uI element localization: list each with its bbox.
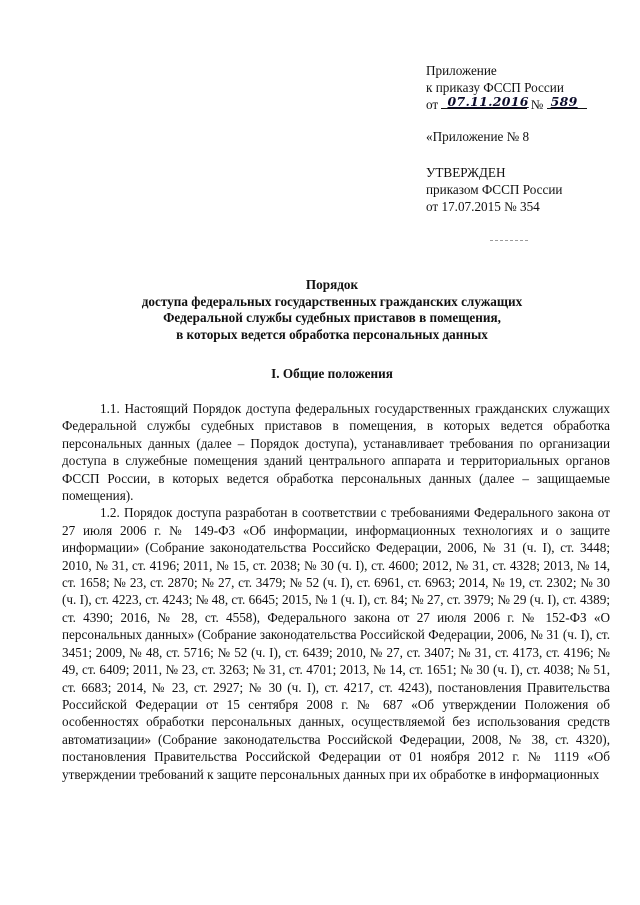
appendix8-label: «Приложение № 8 <box>426 129 530 144</box>
title-line: Порядок <box>305 277 359 292</box>
order-reference: к приказу ФССП России <box>426 80 564 95</box>
title-line: в которых ведется обработка персональных данных <box>176 326 488 342</box>
appendix8-block <box>426 128 529 145</box>
date-prefix: от <box>426 97 439 112</box>
title-line: Федеральной службы судебных приставов в помещения, <box>163 310 501 325</box>
section-heading: I. Общие положения <box>271 366 393 381</box>
handwritten-date: 07.11.2016 <box>447 94 529 109</box>
paragraph-1-2: 1.2. Порядок доступа разработан в соответствии с требованиями Федерального закона от 27 июля 2006 г. № 149-ФЗ «Об информации, информационных технологиях и о защите информации» (Собрание законодательства Российско Федерации, 2006, № 31 (ч. I), ст. 3448; 2010, № 31, ст. 4196; 2011, № 15, ст. 2038; № 30 (ч. I), ст. 4600; 2012, № 31, ст. 4328; 2013, № 14, ст. 1658; № 23, ст. 2870; № 27, ст. 3479; № 52 (ч. I), ст. 6961, ст. 6963; 2014, № 19, ст. 2302; № 30 (ч. I), ст. 4223, ст. 4243; № 48, ст. 6645; 2015, № 1 (ч. I), ст. 84; № 27, ст. 3979; № 29 (ч. I), ст. 4389; ст. 4390; 2016, № 28, ст. 4558), Федерального закона от 27 июля 2006 г. № 152-ФЗ «О персональных данных» (Собрание законодательства Российской Федерации, 2006, № 31 (ч. I), ст. 3451; 2009, № 48, ст. 5716; № 52 (ч. I), ст. 6439; 2010, № 27, ст. 3407; № 31, ст. 4173, ст. 4196; № 49, ст. 6409; 2011, № 23, ст. 3263; № 31, ст. 4701; 2013, № 14, ст. 1651; № 30 (ч. I), ст. 4038; № 51, ст. 6683; 2014, № 23, ст. 2927; № 30 (ч. I), ст. 4217, ст. 4243), постановления Правительства Российской Федерации от 15 сентября 2008 г. № 687 «Об утверждении Положения об особенностях обработки персональных данных, осуществляемой без использования средств автоматизации» (Собрание законодательства Российской Федерации, 2008, № 38, ст. 4320), постановления Правительства Российской Федерации от 01 ноября 2012 г. № 1119 «Об утверждении требований к защите персональных данных при их обработке в информационных <box>62 505 610 782</box>
document-body <box>62 400 610 783</box>
header-block <box>426 62 587 113</box>
approval-block <box>426 164 562 215</box>
order-date-line <box>426 96 587 113</box>
date-blank <box>441 96 527 109</box>
number-prefix: № <box>530 97 544 112</box>
approved-date: от 17.07.2015 № 354 <box>426 199 540 214</box>
approved-by: приказом ФССП России <box>426 182 563 197</box>
handwritten-number: 589 <box>550 94 578 109</box>
approved-label: УТВЕРЖДЕН <box>426 165 506 180</box>
title-line: доступа федеральных государственных гражданских служащих <box>141 293 523 309</box>
number-blank <box>547 96 587 109</box>
paragraph-1-1: 1.1. Настоящий Порядок доступа федеральных государственных гражданских служащих Федеральной службы судебных приставов в помещения, в которых ведется обработка персональных данных (далее – Порядок доступа), устанавливает требования по организации доступа в служебные помещения зданий центрального аппарата и территориальных органов ФССП России, в которых ведется обработка персональных данных (далее – защищаемые помещения). <box>62 401 610 504</box>
document-title <box>62 277 602 343</box>
scan-mark <box>490 240 528 241</box>
appendix-label: Приложение <box>426 63 497 78</box>
